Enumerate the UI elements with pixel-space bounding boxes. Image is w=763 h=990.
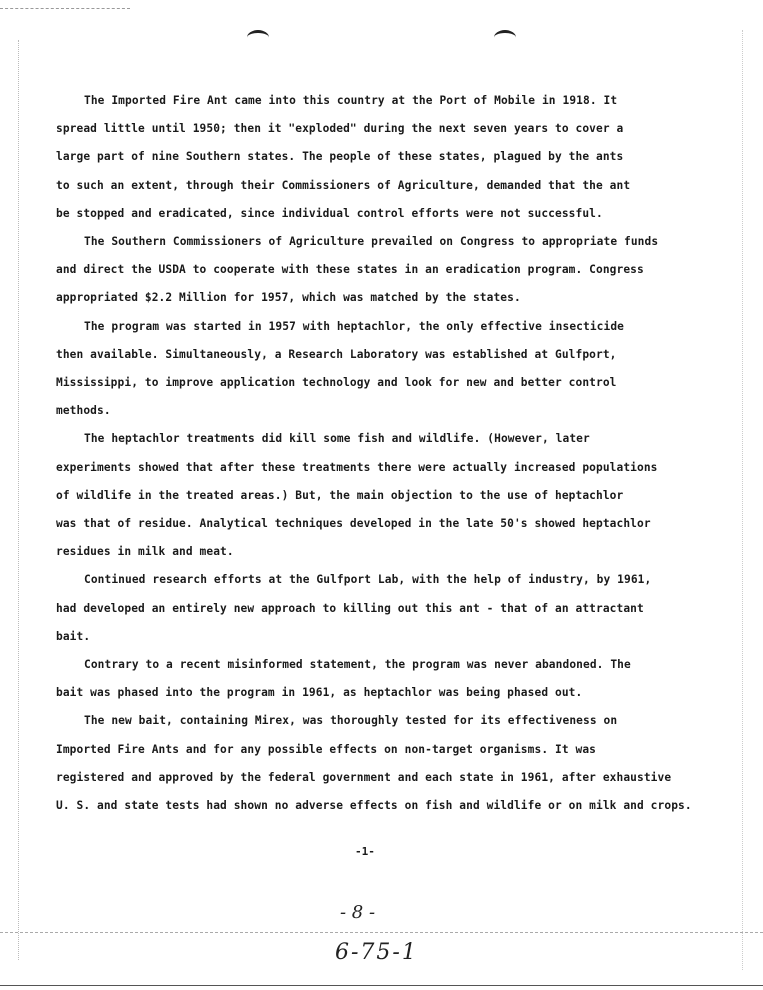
text-line: experiments showed that after these treatments there were actually increased populations <box>56 460 658 474</box>
page-number: -1- <box>355 845 375 858</box>
paragraph-2 <box>56 228 732 313</box>
text-line: had developed an entirely new approach to killing out this ant - that of an attractant <box>56 601 644 615</box>
text-line: large part of nine Southern states. The people of these states, plagued by the ants <box>56 150 624 164</box>
scan-edge-bottom <box>0 932 763 933</box>
text-line: The program was started in 1957 with heptachlor, the only effective insecticide <box>84 319 624 333</box>
scan-edge-top <box>0 8 130 9</box>
scan-edge-left <box>18 40 19 960</box>
text-line: The new bait, containing Mirex, was thoroughly tested for its effectiveness on <box>84 714 618 728</box>
paragraph-1 <box>56 87 732 228</box>
text-line: to such an extent, through their Commissioners of Agriculture, demanded that the ant <box>56 178 631 192</box>
document-body <box>56 87 732 820</box>
text-line: of wildlife in the treated areas.) But, the main objection to the use of heptachlor <box>56 488 624 502</box>
text-line: registered and approved by the federal government and each state in 1961, after exhaustive <box>56 770 672 784</box>
text-line: was that of residue. Analytical techniques developed in the late 50's showed heptachlor <box>56 517 651 531</box>
text-line: U. S. and state tests had shown no adverse effects on fish and wildlife or on milk and crops. <box>56 799 692 813</box>
text-line: Mississippi, to improve application technology and look for new and better control <box>56 376 617 390</box>
handwritten-page-number: - 8 - <box>340 902 376 923</box>
paragraph-5 <box>56 566 732 651</box>
paragraph-7 <box>56 707 732 820</box>
text-line: bait was phased into the program in 1961, as heptachlor was being phased out. <box>56 686 583 700</box>
text-line: The Southern Commissioners of Agriculture prevailed on Congress to appropriate funds <box>84 235 659 249</box>
text-line: and direct the USDA to cooperate with these states in an eradication program. Congress <box>56 263 644 277</box>
scan-edge-bottom-solid <box>0 985 763 986</box>
text-line: The heptachlor treatments did kill some fish and wildlife. (However, later <box>84 432 590 446</box>
text-line: methods. <box>56 404 111 418</box>
text-line: spread little until 1950; then it "exploded" during the next seven years to cover a <box>56 122 624 136</box>
text-line: appropriated $2.2 Million for 1957, which was matched by the states. <box>56 291 521 305</box>
text-line: Contrary to a recent misinformed statement, the program was never abandoned. The <box>84 658 631 672</box>
scan-edge-right <box>742 30 743 970</box>
text-line: be stopped and eradicated, since individual control efforts were not successful. <box>56 206 603 220</box>
text-line: Continued research efforts at the Gulfport Lab, with the help of industry, by 1961, <box>84 573 652 587</box>
text-line: The Imported Fire Ant came into this country at the Port of Mobile in 1918. It <box>84 94 618 107</box>
text-line: Imported Fire Ants and for any possible effects on non-target organisms. It was <box>56 742 596 756</box>
binder-hole-mark-right <box>494 30 516 45</box>
handwritten-document-code: 6-75-1 <box>335 940 418 965</box>
paragraph-3 <box>56 313 732 426</box>
text-line: then available. Simultaneously, a Research Laboratory was established at Gulfport, <box>56 347 617 361</box>
paragraph-4 <box>56 425 732 566</box>
binder-hole-mark-left <box>247 30 269 45</box>
text-line: bait. <box>56 629 91 643</box>
paragraph-6 <box>56 651 732 707</box>
text-line: residues in milk and meat. <box>56 545 234 559</box>
